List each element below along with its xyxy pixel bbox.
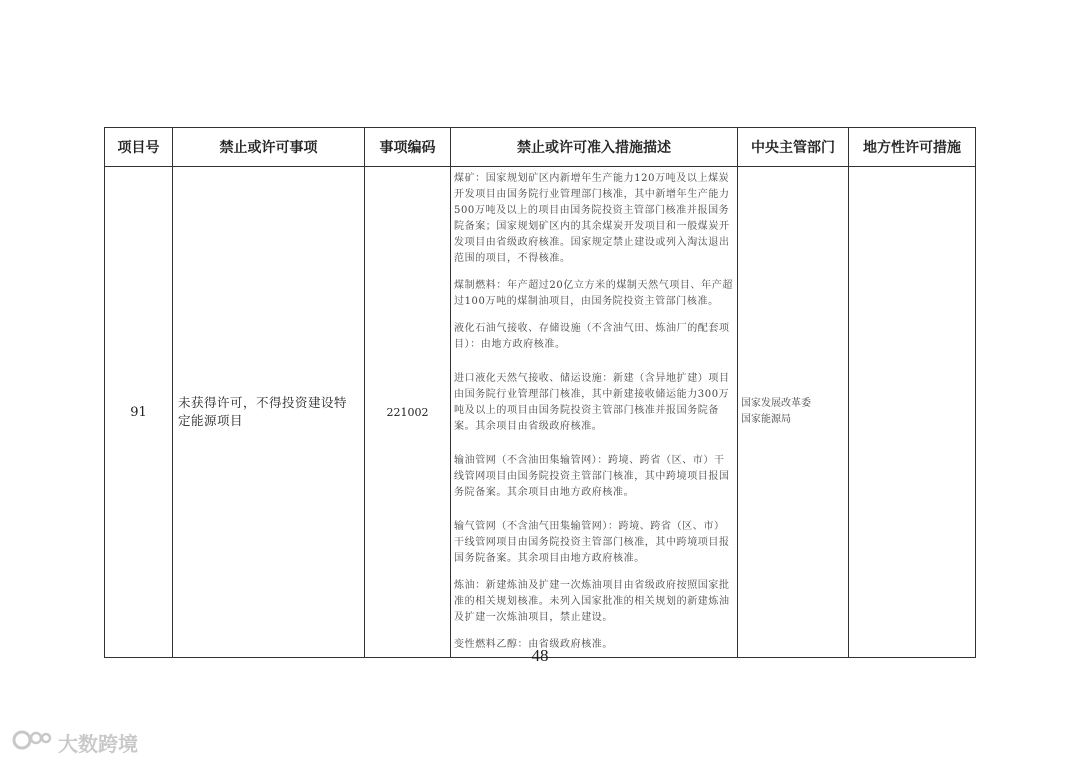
description-ethanol: 变性燃料乙醇：由省级政府核准。 — [454, 639, 613, 650]
description-coal-fuel: 煤制燃料：年产超过20亿立方米的煤制天然气项目、年产超过100万吨的煤制油项目，由国务院投资主管部门核准。 — [454, 280, 733, 307]
header-project-no: 项目号 — [105, 128, 173, 167]
watermark — [12, 728, 138, 757]
description-coal: 煤矿：国家规划矿区内新增年生产能力120万吨及以上煤炭开发项目由国务院行业管理部门核准，其中新增年生产能力500万吨及以上的项目由国务院投资主管部门核准并报国务院备案；国家规划矿区内的其余煤炭开发项目和一般煤炭开发项目由省级政府核准。国家规定禁止建设或列入淘汰退出范围的项目，不得核准。 — [454, 173, 730, 264]
description-gas-pipeline: 输气管网（不含油气田集输管网）：跨境、跨省（区、市）干线管网项目由国务院投资主管部门核准，其中跨境项目报国务院备案。其余项目由地方政府核准。 — [454, 521, 730, 564]
project-no: 91 — [105, 167, 173, 658]
description-lpg: 液化石油气接收、存储设施（不含油气田、炼油厂的配套项目）：由地方政府核准。 — [454, 323, 730, 350]
code: 221002 — [365, 167, 451, 658]
description-lng: 进口液化天然气接收、储运设施：新建（含异地扩建）项目由国务院行业管理部门核准，其中新建接收储运能力300万吨及以上的项目由国务院投资主管部门核准并报国务院备案。其余项目由省级政府核准。 — [454, 373, 730, 432]
permit-table — [104, 127, 976, 658]
header-item: 禁止或许可事项 — [173, 128, 365, 167]
department-cell — [738, 167, 849, 658]
header-description: 禁止或许可准入措施描述 — [451, 128, 738, 167]
description-cell — [451, 167, 738, 658]
header-department: 中央主管部门 — [738, 128, 849, 167]
table-row — [105, 167, 976, 658]
header-code: 事项编码 — [365, 128, 451, 167]
header-local: 地方性许可措施 — [849, 128, 976, 167]
local-measure — [849, 167, 976, 658]
department-ndrc: 国家发展改革委 — [741, 398, 811, 409]
page-number: 48 — [531, 646, 549, 665]
watermark-text: 大数跨境 — [58, 732, 138, 756]
item: 未获得许可，不得投资建设特定能源项目 — [173, 167, 365, 658]
table-header-row — [105, 128, 976, 167]
description-oil-pipeline: 输油管网（不含油田集输管网）：跨境、跨省（区、市）干线管网项目由国务院投资主管部门核准，其中跨境项目报国务院备案。其余项目由地方政府核准。 — [454, 455, 730, 498]
department-nea: 国家能源局 — [741, 414, 791, 425]
description-refining: 炼油：新建炼油及扩建一次炼油项目由省级政府按照国家批准的相关规划核准。未列入国家批准的相关规划的新建炼油及扩建一次炼油项目，禁止建设。 — [454, 580, 730, 623]
watermark-logo-icon — [12, 728, 52, 757]
